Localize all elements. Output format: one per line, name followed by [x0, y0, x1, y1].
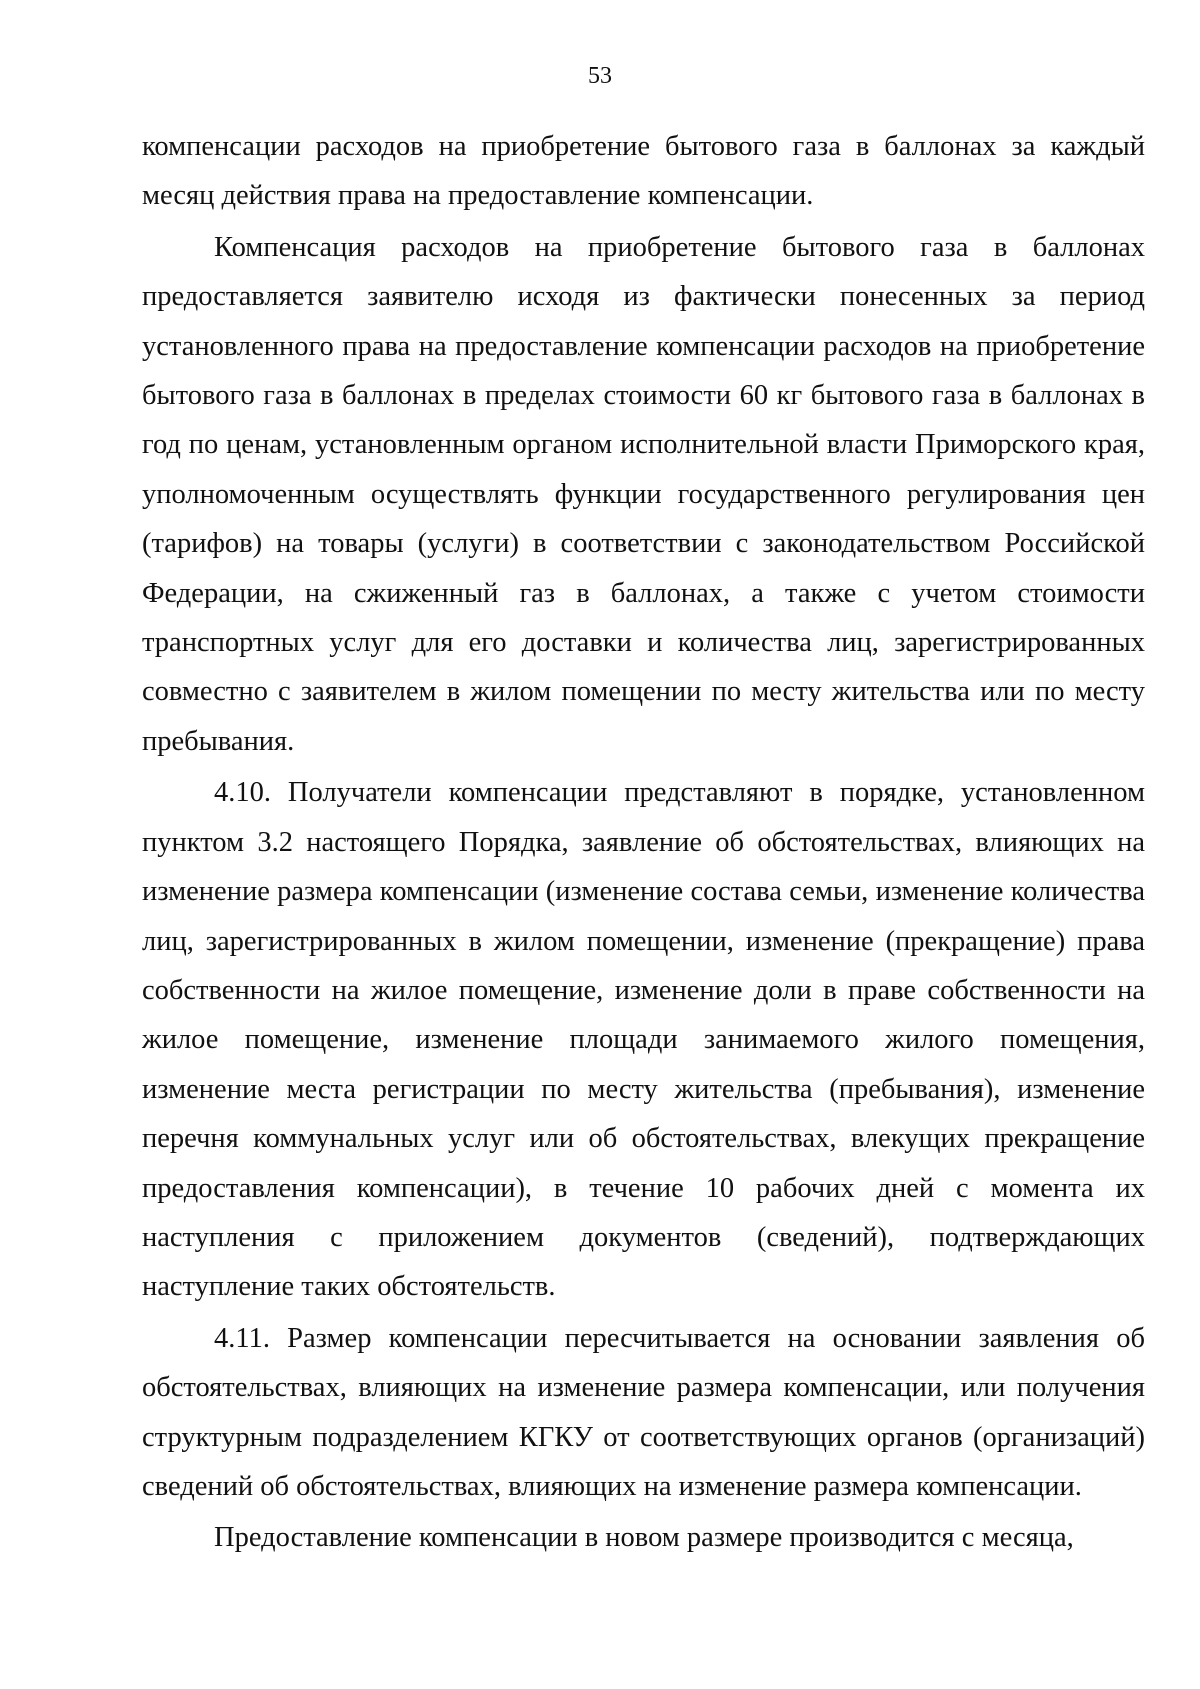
paragraph-4-10: 4.10. Получатели компенсации представляют в порядке, установленном пунктом 3.2 настоящего Порядка, заявление об обстоятельствах, влияющих на изменение размера компенсации (изменение состава семьи, изменение количества лиц, зарегистрированных в жилом помещении, изменение (прекращение) права собственности на жилое помещение, изменение доли в праве собственности на жилое помещение, изменение площади занимаемого жилого помещения, изменение места регистрации по месту жительства (пребывания), изменение перечня коммунальных услуг или об обстоятельствах, влекущих прекращение предоставления компенсации), в течение 10 рабочих дней с момента их наступления с приложением документов (сведений), подтверждающих наступление таких обстоятельств. — [142, 777, 1145, 1303]
page-number: 53 — [588, 63, 612, 89]
paragraph-new-size: Предоставление компенсации в новом размере производится с месяца, — [214, 1522, 1074, 1554]
document-body — [142, 122, 1145, 1565]
paragraph-gas-compensation: Компенсация расходов на приобретение бытового газа в баллонах предоставляется заявителю исходя из фактически понесенных за период установленного права на предоставление компенсации расходов на приобретение бытового газа в баллонах в пределах стоимости 60 кг бытового газа в баллонах в год по ценам, установленным органом исполнительной власти Приморского края, уполномоченным осуществлять функции государственного регулирования цен (тарифов) на товары (услуги) в соответствии с законодательством Российской Федерации, на сжиженный газ в баллонах, а также с учетом стоимости транспортных услуг для его доставки и количества лиц, зарегистрированных совместно с заявителем в жилом помещении по месту жительства или по месту пребывания. — [142, 231, 1145, 757]
paragraph-4-11: 4.11. Размер компенсации пересчитывается на основании заявления об обстоятельствах, влияющих на изменение размера компенсации, или получения структурным подразделением КГКУ от соответствующих органов (организаций) сведений об обстоятельствах, влияющих на изменение размера компенсации. — [142, 1322, 1145, 1502]
paragraph-continuation: компенсации расходов на приобретение бытового газа в баллонах за каждый месяц действия права на предоставление компенсации. — [142, 131, 1145, 212]
